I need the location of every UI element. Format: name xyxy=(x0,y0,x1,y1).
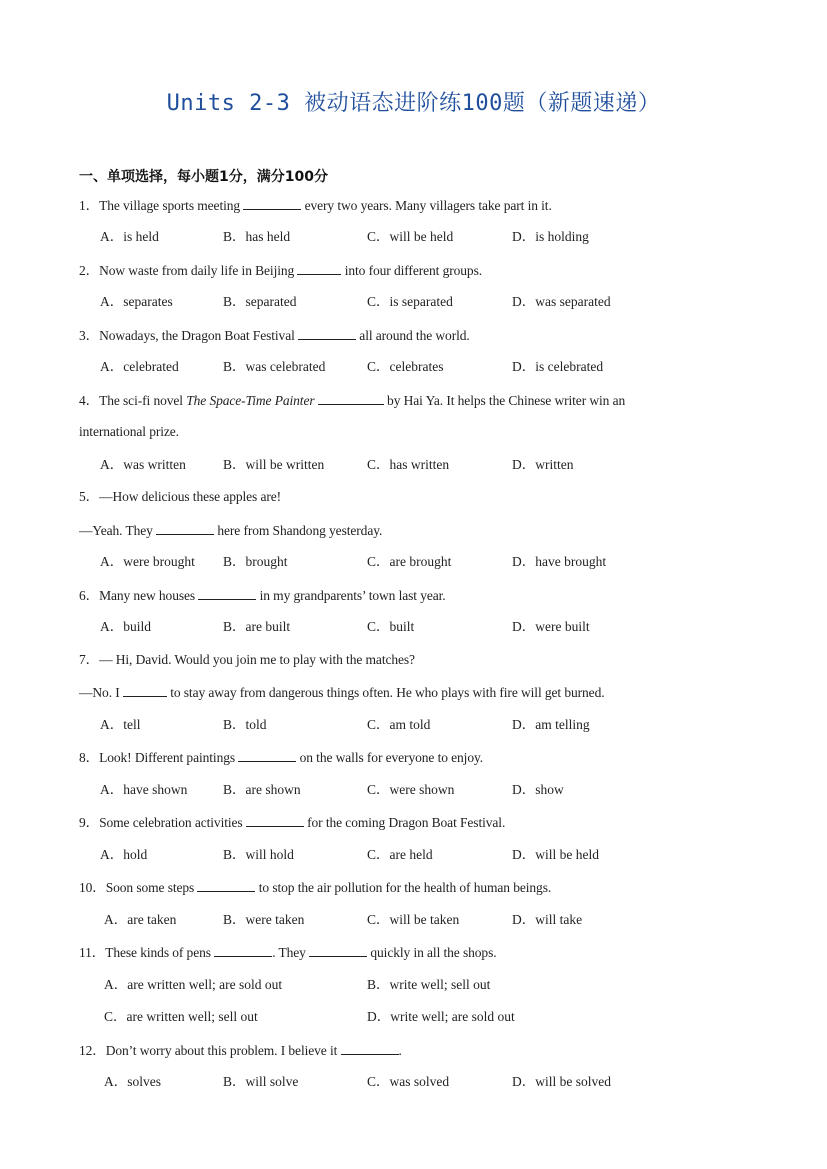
option-a: A．have shown xyxy=(100,782,188,797)
option-c: C．will be held xyxy=(367,229,454,244)
answer-blank xyxy=(214,943,272,957)
question-10: 10．Soon some steps to stop the air pollution for the health of human beings. xyxy=(79,880,552,895)
question-4: 4．The sci-fi novel The Space-Time Painter by Hai Ya. It helps the Chinese writer win an xyxy=(79,393,626,408)
option-b: B．will solve xyxy=(223,1074,299,1089)
answer-blank xyxy=(243,196,301,210)
option-a: A．are written well; are sold out xyxy=(104,977,283,992)
answer-blank xyxy=(156,521,214,535)
option-b: B．has held xyxy=(223,229,291,244)
option-c: C．am told xyxy=(367,717,431,732)
option-d: D．am telling xyxy=(512,717,590,732)
option-c: C．will be taken xyxy=(367,912,460,927)
option-d: D．is celebrated xyxy=(512,359,604,374)
book-title: The Space-Time Painter xyxy=(186,393,315,408)
question-5-reply: —Yeah. They here from Shandong yesterday. xyxy=(79,523,383,538)
option-a: A．is held xyxy=(100,229,159,244)
option-d: D．show xyxy=(512,782,564,797)
option-d: D．was separated xyxy=(512,294,611,309)
option-b: B．were taken xyxy=(223,912,305,927)
option-d: D．were built xyxy=(512,619,590,634)
answer-blank xyxy=(298,326,356,340)
question-11: 11．These kinds of pens . They quickly in all the shops. xyxy=(79,945,497,960)
answer-blank xyxy=(297,261,341,275)
section-heading: 一、单项选择，每小题1分，满分100分 xyxy=(79,169,328,185)
option-b: B．separated xyxy=(223,294,297,309)
answer-blank xyxy=(123,683,167,697)
option-c: C．are brought xyxy=(367,554,452,569)
option-a: A．are taken xyxy=(104,912,177,927)
question-8: 8．Look! Different paintings on the walls for everyone to enjoy. xyxy=(79,750,484,765)
option-d: D．written xyxy=(512,457,574,472)
option-d: D．have brought xyxy=(512,554,607,569)
option-c: C．is separated xyxy=(367,294,453,309)
option-b: B．brought xyxy=(223,554,288,569)
answer-blank xyxy=(341,1041,399,1055)
option-b: B．write well; sell out xyxy=(367,977,491,992)
option-c: C．celebrates xyxy=(367,359,444,374)
question-6: 6．Many new houses in my grandparents’ town last year. xyxy=(79,588,446,603)
question-3: 3．Nowadays, the Dragon Boat Festival all around the world. xyxy=(79,328,470,343)
option-d: D．will take xyxy=(512,912,583,927)
option-a: A．celebrated xyxy=(100,359,179,374)
question-4-continued: international prize. xyxy=(79,424,179,439)
option-d: D．is holding xyxy=(512,229,589,244)
question-12: 12．Don’t worry about this problem. I believe it . xyxy=(79,1043,402,1058)
answer-blank xyxy=(309,943,367,957)
answer-blank xyxy=(246,813,304,827)
option-c: C．are written well; sell out xyxy=(104,1009,258,1024)
option-b: B．told xyxy=(223,717,267,732)
option-d: D．will be held xyxy=(512,847,599,862)
answer-blank xyxy=(318,391,384,405)
page-title: Units 2-3 被动语态进阶练100题（新题速递） xyxy=(166,91,661,116)
option-a: A．were brought xyxy=(100,554,195,569)
question-7-reply: —No. I to stay away from dangerous things often. He who plays with fire will get burned. xyxy=(79,685,605,700)
option-a: A．solves xyxy=(104,1074,161,1089)
option-d: D．write well; are sold out xyxy=(367,1009,515,1024)
option-c: C．are held xyxy=(367,847,433,862)
answer-blank xyxy=(197,878,255,892)
option-c: C．built xyxy=(367,619,415,634)
question-2: 2．Now waste from daily life in Beijing into four different groups. xyxy=(79,263,482,278)
option-b: B．will be written xyxy=(223,457,325,472)
option-b: B．will hold xyxy=(223,847,294,862)
answer-blank xyxy=(198,586,256,600)
answer-blank xyxy=(238,748,296,762)
option-a: A．tell xyxy=(100,717,141,732)
option-a: A．build xyxy=(100,619,152,634)
option-a: A．hold xyxy=(100,847,148,862)
option-b: B．are built xyxy=(223,619,291,634)
option-d: D．will be solved xyxy=(512,1074,611,1089)
question-5: 5．—How delicious these apples are! xyxy=(79,489,282,504)
option-c: C．has written xyxy=(367,457,450,472)
option-b: B．are shown xyxy=(223,782,301,797)
question-7: 7．— Hi, David. Would you join me to play with the matches? xyxy=(79,652,415,667)
option-c: C．were shown xyxy=(367,782,455,797)
question-9: 9．Some celebration activities for the coming Dragon Boat Festival. xyxy=(79,815,506,830)
option-b: B．was celebrated xyxy=(223,359,326,374)
question-1: 1．The village sports meeting every two years. Many villagers take part in it. xyxy=(79,198,552,213)
option-c: C．was solved xyxy=(367,1074,450,1089)
option-a: A．separates xyxy=(100,294,173,309)
option-a: A．was written xyxy=(100,457,186,472)
